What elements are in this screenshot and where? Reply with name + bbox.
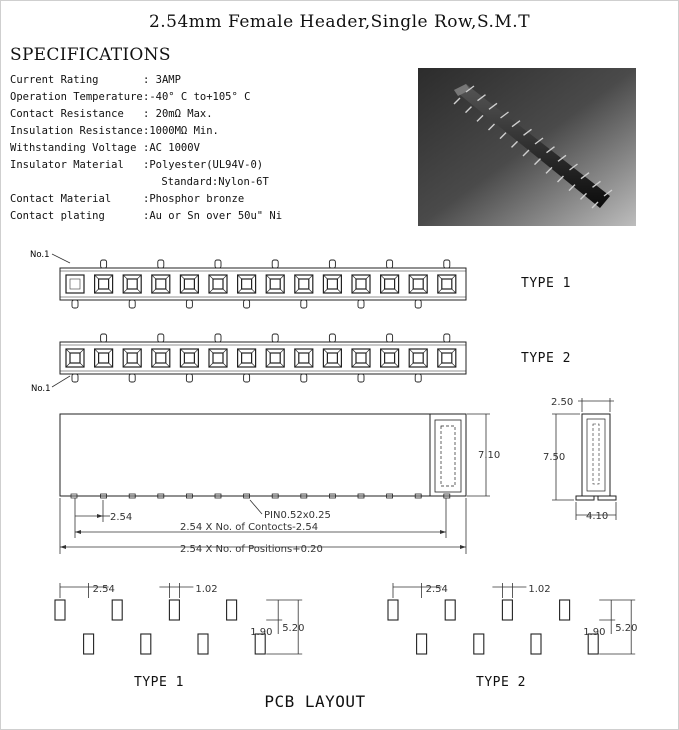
cavity-chamfer [194, 363, 198, 367]
cavity-chamfer [323, 275, 327, 279]
cavity-chamfer [209, 289, 213, 293]
pin-tab [215, 260, 221, 268]
pcb-dim-520: 5.20 [282, 623, 305, 634]
cavity-chamfer [180, 275, 184, 279]
spec-label: Insulation Resistance [10, 125, 143, 137]
pin-tab [387, 334, 393, 342]
cavity-chamfer [381, 275, 385, 279]
type1-top-view [60, 260, 466, 308]
pin-tab [101, 260, 107, 268]
contact-inner [442, 279, 452, 289]
cavity-chamfer [223, 349, 227, 353]
contact-inner [156, 353, 166, 363]
pin-tab [444, 334, 450, 342]
pin-tab [215, 334, 221, 342]
spec-label: Contact plating [10, 210, 105, 222]
cavity-chamfer [266, 275, 270, 279]
pcb-dim-190: 1.90 [583, 627, 606, 638]
svg-text:No.1: No.1 [31, 384, 51, 394]
pcb-layout-type2 [388, 583, 637, 654]
pin-tab [329, 260, 335, 268]
cavity-chamfer [252, 275, 256, 279]
cavity-chamfer [166, 289, 170, 293]
cavity-chamfer [223, 289, 227, 293]
spec-heading: SPECIFICATIONS [10, 45, 171, 65]
dim-side-height [543, 414, 580, 500]
cavity-chamfer [323, 363, 327, 367]
cavity-chamfer [280, 363, 284, 367]
contact-inner [99, 279, 109, 289]
cavity-chamfer [238, 349, 242, 353]
cavity-chamfer [137, 275, 141, 279]
cavity-chamfer [252, 363, 256, 367]
pcb-type2-label: TYPE 2 [476, 675, 526, 690]
cavity-chamfer [366, 275, 370, 279]
pcb-dim-pitch: 2.54 [92, 584, 115, 595]
pin-tab [272, 334, 278, 342]
pcb-pad [474, 634, 484, 654]
contact-inner [242, 279, 252, 289]
cavity-chamfer [395, 349, 399, 353]
contact-inner [127, 353, 137, 363]
spec-value: :1000MΩ Min. [143, 125, 219, 137]
cavity-chamfer [252, 349, 256, 353]
cavity-chamfer [180, 349, 184, 353]
cavity-chamfer [152, 363, 156, 367]
pcb-pad [502, 600, 512, 620]
spec-label: Withstanding Voltage [10, 142, 137, 154]
svg-text:2.50: 2.50 [551, 397, 574, 408]
pin-tab [329, 334, 335, 342]
svg-text:2.54 X No. of Contocts-2.54: 2.54 X No. of Contocts-2.54 [180, 522, 319, 533]
pin-tab [272, 260, 278, 268]
cavity-chamfer [238, 289, 242, 293]
page-title: 2.54mm Female Header,Single Row,S.M.T [148, 12, 531, 32]
cavity-chamfer [238, 363, 242, 367]
cavity-chamfer [194, 275, 198, 279]
svg-text:2.54 X No. of Positions+0.20: 2.54 X No. of Positions+0.20 [180, 544, 323, 555]
cavity-chamfer [438, 275, 442, 279]
spec-label: Contact Material [10, 193, 112, 205]
svg-text:7.10: 7.10 [478, 450, 501, 461]
pcb-dim-pitch: 2.54 [425, 584, 448, 595]
pin-tab [158, 260, 164, 268]
cavity-chamfer [137, 289, 141, 293]
pin-tab [415, 374, 421, 382]
cavity-chamfer [309, 349, 313, 353]
cavity-chamfer [409, 289, 413, 293]
pcb-pad [169, 600, 179, 620]
cavity-chamfer [295, 275, 299, 279]
pin-tab [358, 300, 364, 308]
svg-text:No.1: No.1 [30, 250, 50, 260]
pin-tab [72, 300, 78, 308]
cavity-chamfer [381, 289, 385, 293]
cavity-chamfer [337, 289, 341, 293]
contact-inner [213, 353, 223, 363]
cavity-chamfer [266, 289, 270, 293]
cavity-chamfer [280, 275, 284, 279]
contact-inner [184, 353, 194, 363]
cavity-chamfer [280, 349, 284, 353]
contact-inner [327, 353, 337, 363]
contact-inner [385, 353, 395, 363]
cavity-chamfer [309, 289, 313, 293]
contact-inner [413, 279, 423, 289]
pcb-dim-pad: 1.02 [195, 584, 218, 595]
spec-label: Operation Temperature [10, 91, 143, 103]
cavity-chamfer [366, 289, 370, 293]
cavity-chamfer [166, 363, 170, 367]
pcb-pad [84, 634, 94, 654]
contact-inner [213, 279, 223, 289]
contact-inner [184, 279, 194, 289]
pin-tab [129, 300, 135, 308]
contact-inner [270, 353, 280, 363]
cavity-chamfer [323, 289, 327, 293]
pcb-type1-label: TYPE 1 [134, 675, 184, 690]
cavity-chamfer [223, 363, 227, 367]
pcb-layout-type1 [55, 583, 304, 654]
header-body-outline [60, 342, 466, 374]
pcb-layout-title: PCB LAYOUT [264, 692, 366, 711]
contact-inner [299, 279, 309, 289]
cavity-chamfer [209, 349, 213, 353]
cavity-chamfer [266, 363, 270, 367]
cavity-chamfer [180, 363, 184, 367]
contact-inner [270, 279, 280, 289]
contact-cavity [66, 275, 84, 293]
pin-tab [358, 374, 364, 382]
cavity-chamfer [209, 275, 213, 279]
pcb-pad [198, 634, 208, 654]
type2-label: TYPE 2 [521, 351, 571, 366]
svg-text:7.50: 7.50 [543, 452, 566, 463]
pcb-pad [112, 600, 122, 620]
pin-tab [415, 300, 421, 308]
pin-tab [387, 260, 393, 268]
cavity-chamfer [409, 349, 413, 353]
cavity-chamfer [238, 275, 242, 279]
pin-size-callout [250, 500, 331, 521]
cavity-chamfer [423, 289, 427, 293]
cavity-chamfer [452, 363, 456, 367]
cavity-chamfer [166, 349, 170, 353]
pcb-pad [417, 634, 427, 654]
contact-inner [299, 353, 309, 363]
header-body-outline [60, 268, 466, 300]
cavity-chamfer [152, 275, 156, 279]
dim-pitch-2-54 [75, 498, 132, 523]
cavity-chamfer [352, 363, 356, 367]
cavity-chamfer [295, 349, 299, 353]
pin-tab [186, 374, 192, 382]
dim-side-width [551, 397, 614, 412]
no1-callout-bottom [31, 376, 70, 394]
spec-value: :AC 1000V [143, 142, 200, 154]
cavity-chamfer [337, 275, 341, 279]
contact-inner [127, 279, 137, 289]
pin-tab [301, 300, 307, 308]
cavity-chamfer [194, 349, 198, 353]
svg-text:4.10: 4.10 [586, 511, 609, 522]
spec-value: :Polyester(UL94V-0) [143, 159, 264, 171]
svg-text:2.54: 2.54 [110, 512, 133, 523]
contact-inner [327, 279, 337, 289]
cavity-chamfer [438, 349, 442, 353]
spec-value: :Phosphor bronze [143, 193, 245, 205]
spec-value: :Au or Sn over 50u" Ni [143, 210, 283, 222]
no1-callout-top [30, 250, 70, 263]
dim-side-foot [576, 502, 616, 522]
cavity-chamfer [366, 363, 370, 367]
cavity-chamfer [409, 275, 413, 279]
pcb-pad [445, 600, 455, 620]
contact-inner [156, 279, 166, 289]
pcb-pad [55, 600, 65, 620]
pcb-pad [388, 600, 398, 620]
cavity-chamfer [309, 275, 313, 279]
cavity-chamfer [309, 363, 313, 367]
spec-value: Standard:Nylon-6T [155, 176, 269, 188]
pcb-pad [227, 600, 237, 620]
cavity-chamfer [381, 363, 385, 367]
cavity-chamfer [166, 275, 170, 279]
front-view [60, 414, 466, 498]
cavity-chamfer [381, 349, 385, 353]
cavity-chamfer [209, 363, 213, 367]
cavity-chamfer [352, 349, 356, 353]
cavity-chamfer [423, 275, 427, 279]
cavity-chamfer [295, 363, 299, 367]
contact-inner [356, 353, 366, 363]
cavity-chamfer [409, 363, 413, 367]
contact-inner [442, 353, 452, 363]
pin1-marker [70, 279, 80, 289]
pin-tab [186, 300, 192, 308]
cavity-chamfer [252, 289, 256, 293]
type1-label: TYPE 1 [521, 276, 571, 291]
cavity-chamfer [423, 363, 427, 367]
cavity-chamfer [352, 289, 356, 293]
cavity-chamfer [337, 349, 341, 353]
cavity-chamfer [438, 363, 442, 367]
cavity-chamfer [323, 349, 327, 353]
pin-tab [301, 374, 307, 382]
cavity-chamfer [266, 349, 270, 353]
cavity-chamfer [438, 289, 442, 293]
type2-top-view [60, 334, 466, 382]
contact-inner [70, 353, 80, 363]
pcb-dim-190: 1.90 [250, 627, 273, 638]
pcb-pad [560, 600, 570, 620]
side-view [576, 414, 616, 500]
cavity-chamfer [366, 349, 370, 353]
dim-height-7-10 [467, 414, 500, 496]
contact-inner [413, 353, 423, 363]
contact-inner [242, 353, 252, 363]
cavity-chamfer [152, 349, 156, 353]
cavity-chamfer [337, 363, 341, 367]
contact-inner [99, 353, 109, 363]
cavity-chamfer [452, 275, 456, 279]
contact-inner [356, 279, 366, 289]
cavity-chamfer [223, 275, 227, 279]
cavity-chamfer [452, 289, 456, 293]
cavity-chamfer [194, 289, 198, 293]
cavity-chamfer [395, 289, 399, 293]
cavity-chamfer [352, 275, 356, 279]
pin-tab [129, 374, 135, 382]
pcb-dim-520: 5.20 [615, 623, 638, 634]
contact-inner [385, 279, 395, 289]
spec-label: Contact Resistance [10, 108, 124, 120]
spec-value: : 3AMP [143, 74, 181, 86]
cavity-chamfer [452, 349, 456, 353]
svg-text:PIN0.52x0.25: PIN0.52x0.25 [264, 510, 331, 521]
spec-label: Current Rating [10, 74, 99, 86]
pin-tab [244, 374, 250, 382]
cavity-chamfer [395, 363, 399, 367]
cavity-chamfer [395, 275, 399, 279]
cavity-chamfer [137, 349, 141, 353]
cavity-chamfer [180, 289, 184, 293]
spec-label: Insulator Material [10, 159, 124, 171]
pcb-pad [531, 634, 541, 654]
spec-value: :-40° C to+105° C [143, 91, 251, 103]
pin-tab [72, 374, 78, 382]
pin-tab [158, 334, 164, 342]
pin-tab [244, 300, 250, 308]
pcb-dim-pad: 1.02 [528, 584, 551, 595]
pin-tab [101, 334, 107, 342]
pin-tab [444, 260, 450, 268]
cavity-chamfer [423, 349, 427, 353]
spec-value: : 20mΩ Max. [143, 108, 213, 120]
cavity-chamfer [280, 289, 284, 293]
cavity-chamfer [295, 289, 299, 293]
pcb-pad [141, 634, 151, 654]
cavity-chamfer [137, 363, 141, 367]
cavity-chamfer [152, 289, 156, 293]
